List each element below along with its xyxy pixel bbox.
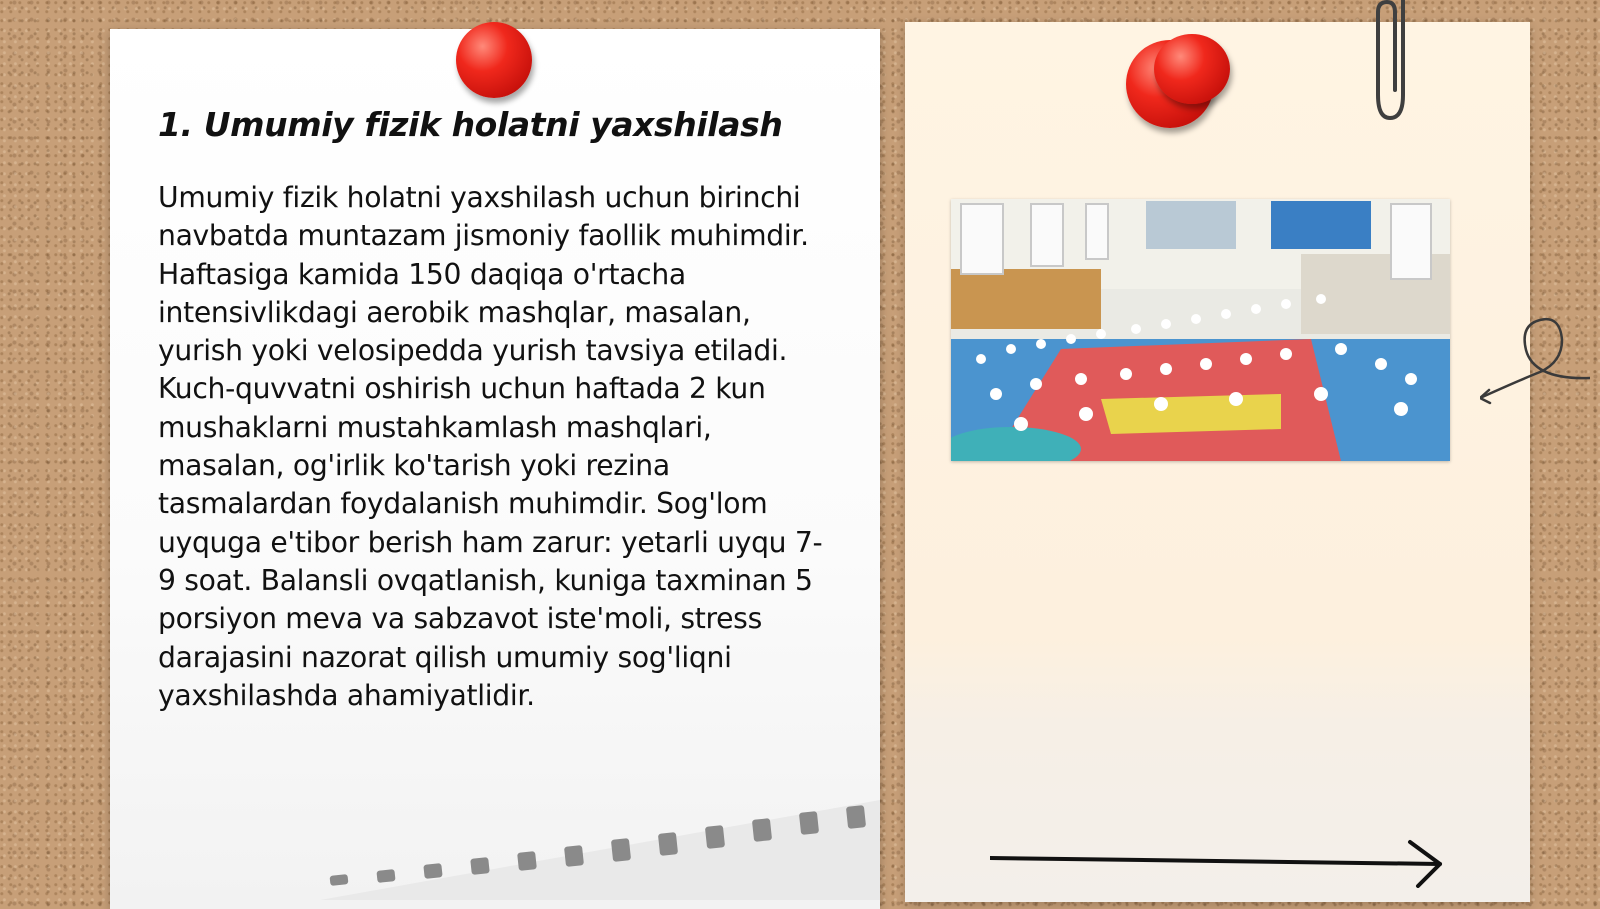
right-note-paper [905,22,1530,902]
paperclip-icon [1375,0,1415,125]
slide-title: 1. Umumiy fizik holatni yaxshilash [158,105,783,144]
gym-exercise-photo [951,199,1450,461]
left-note-paper [110,29,880,909]
torn-paper-edge [320,800,880,900]
slide-body-text: Umumiy fizik holatni yaxshilash uchun birinchi navbatda muntazam jismoniy faollik muhimdir. Haftasiga kamida 150 daqiqa o'rtacha intensivlikdagi aerobik mashqlar, masalan, yurish yoki velosipedda yurish tavsiya etiladi. Kuch-quvvatni oshirish uchun haftada 2 kun mushaklarni mustahkamlash mashqlari, masalan, og'irlik ko'tarish yoki rezina tasmalardan foydalanish muhimdir. Sog'lom uyquga e'tibor berish ham zarur: yetarli uyqu 7-9 soat. Balansli ovqatlanish, kuniga taxminan 5 porsiyon meva va sabzavot iste'moli, stress darajasini nazorat qilish umumiy sog'liqni yaxshilashda ahamiyatlidir. [158,181,823,712]
pushpin-icon [1154,34,1230,104]
squiggle-icon [1480,310,1590,410]
pushpin-icon [456,22,532,98]
arrow-right-icon [990,838,1450,888]
